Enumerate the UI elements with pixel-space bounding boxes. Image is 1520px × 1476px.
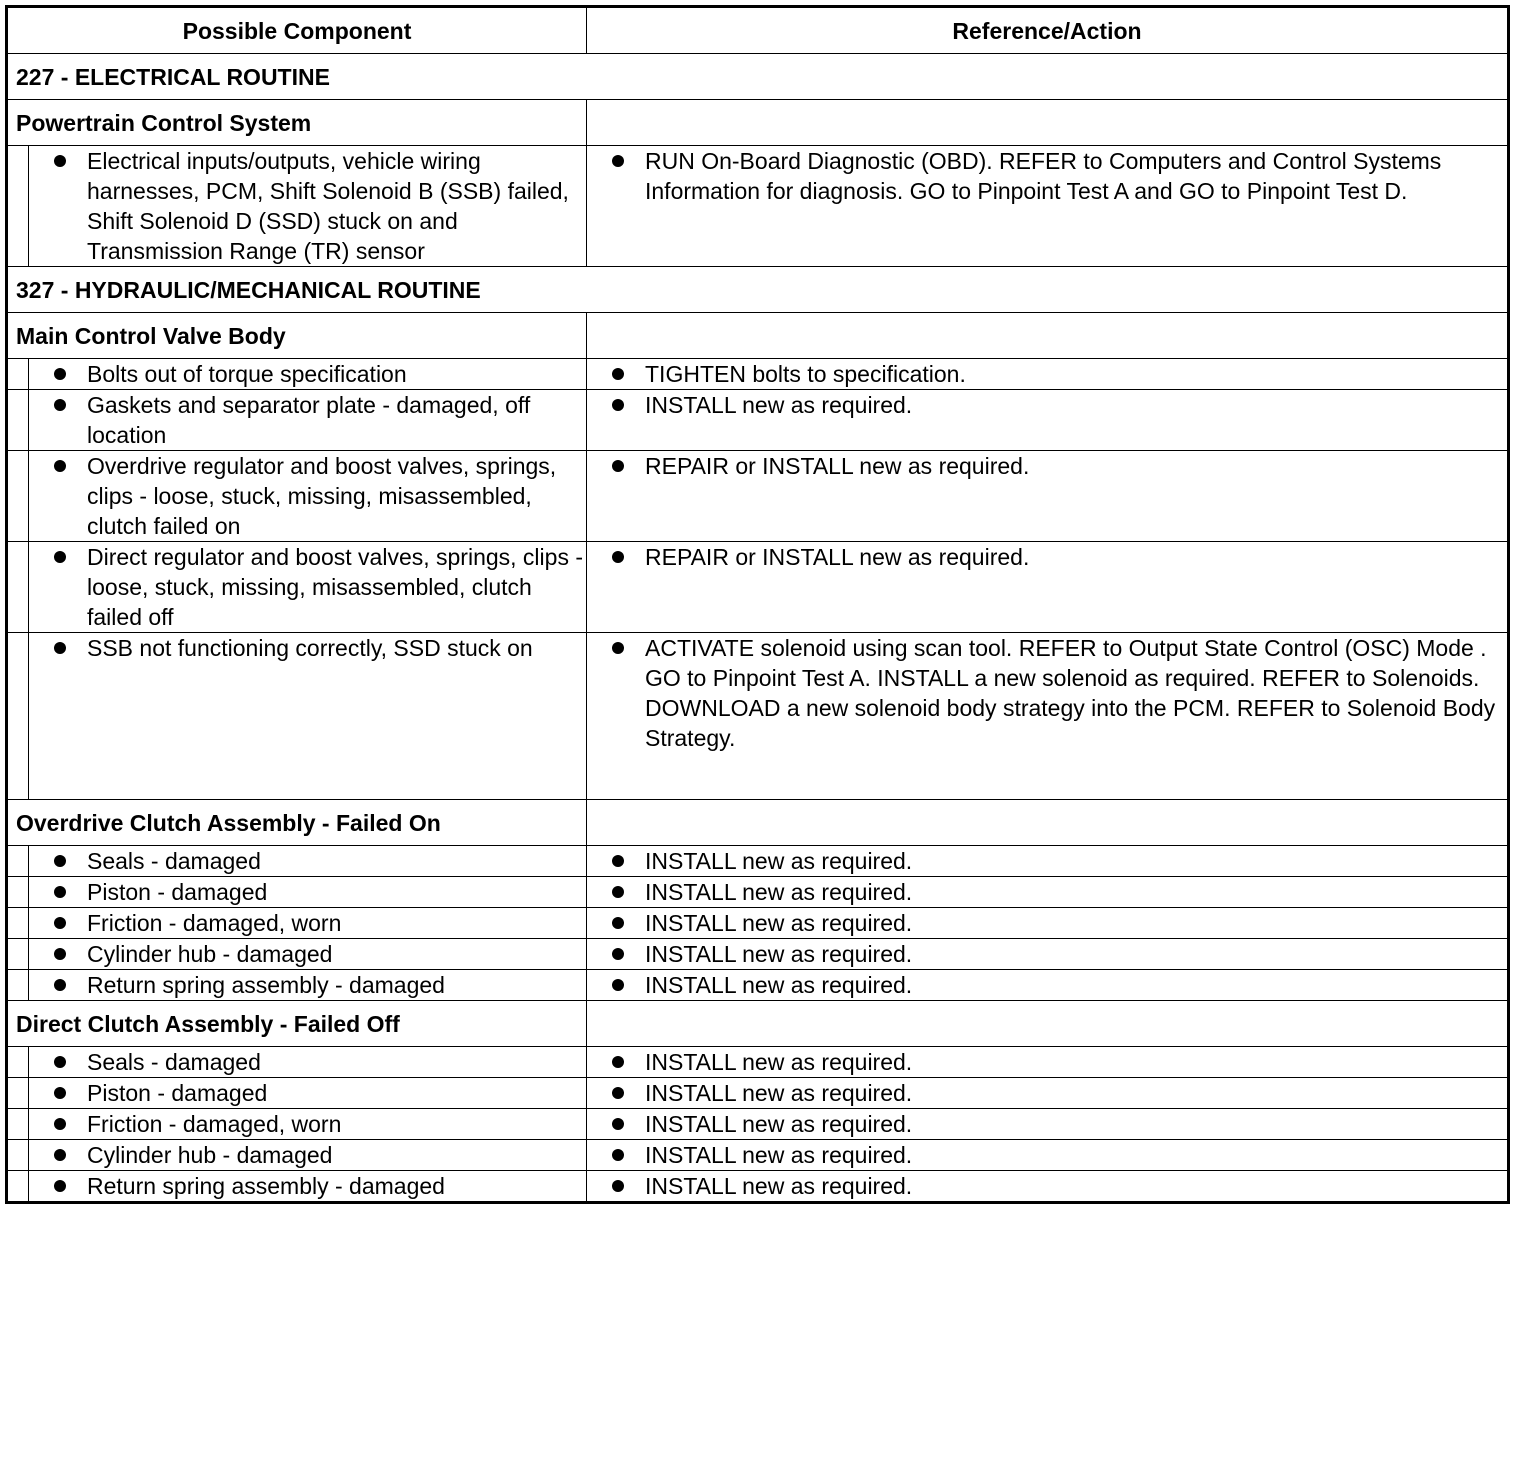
section-row — [7, 267, 1509, 313]
bullet-icon — [47, 146, 87, 266]
component-cell — [29, 633, 587, 800]
table-row — [7, 1140, 1509, 1171]
group-title: Powertrain Control System — [7, 100, 587, 146]
section-row — [7, 54, 1509, 100]
bullet-icon — [47, 1047, 87, 1077]
component-cell — [29, 1078, 587, 1109]
indent-cell — [7, 390, 29, 451]
component-text: Direct regulator and boost valves, springs, clips - loose, stuck, missing, misassembled, clutch failed off — [87, 544, 583, 630]
bullet-icon — [47, 1171, 87, 1201]
group-row — [7, 800, 1509, 846]
component-cell — [29, 908, 587, 939]
table-row — [7, 542, 1509, 633]
indent-cell — [7, 1078, 29, 1109]
bullet-icon — [605, 451, 645, 481]
action-text: RUN On-Board Diagnostic (OBD). REFER to Computers and Control Systems Information for diagnosis. GO to Pinpoint Test A and GO to Pinpoint Test D. — [645, 148, 1442, 204]
indent-cell — [7, 939, 29, 970]
bullet-icon — [47, 877, 87, 907]
component-cell — [29, 451, 587, 542]
indent-cell — [7, 846, 29, 877]
group-row — [7, 100, 1509, 146]
group-title: Overdrive Clutch Assembly - Failed On — [7, 800, 587, 846]
group-title: Direct Clutch Assembly - Failed Off — [7, 1001, 587, 1047]
bullet-icon — [47, 939, 87, 969]
component-cell — [29, 390, 587, 451]
action-cell — [587, 390, 1509, 451]
component-text: Cylinder hub - damaged — [87, 941, 333, 967]
group-action-empty — [587, 100, 1509, 146]
bullet-icon — [47, 633, 87, 663]
column-header-component: Possible Component — [7, 7, 587, 54]
component-text: Bolts out of torque specification — [87, 361, 407, 387]
bullet-icon — [605, 359, 645, 389]
bullet-icon — [605, 908, 645, 938]
action-text: INSTALL new as required. — [645, 1142, 913, 1168]
table-row — [7, 1171, 1509, 1203]
section-title: 227 - ELECTRICAL ROUTINE — [7, 54, 1509, 100]
action-cell — [587, 1047, 1509, 1078]
table-row — [7, 1078, 1509, 1109]
group-title: Main Control Valve Body — [7, 313, 587, 359]
action-cell — [587, 877, 1509, 908]
bullet-icon — [47, 451, 87, 541]
header-row — [7, 7, 1509, 54]
table-row — [7, 846, 1509, 877]
action-text: INSTALL new as required. — [645, 1173, 913, 1199]
bullet-icon — [605, 1109, 645, 1139]
indent-cell — [7, 1109, 29, 1140]
component-text: Return spring assembly - damaged — [87, 972, 445, 998]
table-row — [7, 1109, 1509, 1140]
table-row — [7, 939, 1509, 970]
component-text: Friction - damaged, worn — [87, 910, 342, 936]
component-text: Overdrive regulator and boost valves, springs, clips - loose, stuck, missing, misassembled, clutch failed on — [87, 453, 557, 539]
column-header-action: Reference/Action — [587, 7, 1509, 54]
bullet-icon — [47, 1109, 87, 1139]
group-action-empty — [587, 313, 1509, 359]
bullet-icon — [605, 970, 645, 1000]
bullet-icon — [605, 146, 645, 206]
component-cell — [29, 939, 587, 970]
table-row — [7, 359, 1509, 390]
bullet-icon — [605, 390, 645, 420]
component-text: SSB not functioning correctly, SSD stuck on — [87, 635, 533, 661]
action-cell — [587, 146, 1509, 267]
bullet-icon — [47, 908, 87, 938]
indent-cell — [7, 451, 29, 542]
table-row — [7, 908, 1509, 939]
component-cell — [29, 846, 587, 877]
table-row — [7, 146, 1509, 267]
indent-cell — [7, 542, 29, 633]
action-cell — [587, 542, 1509, 633]
bullet-icon — [605, 877, 645, 907]
group-action-empty — [587, 1001, 1509, 1047]
action-text: TIGHTEN bolts to specification. — [645, 361, 966, 387]
action-cell — [587, 359, 1509, 390]
component-cell — [29, 1140, 587, 1171]
component-cell — [29, 359, 587, 390]
action-cell — [587, 1078, 1509, 1109]
component-cell — [29, 542, 587, 633]
action-text: INSTALL new as required. — [645, 848, 913, 874]
action-cell — [587, 908, 1509, 939]
component-cell — [29, 970, 587, 1001]
action-cell — [587, 939, 1509, 970]
bullet-icon — [47, 359, 87, 389]
bullet-icon — [47, 390, 87, 450]
action-text: INSTALL new as required. — [645, 972, 913, 998]
indent-cell — [7, 970, 29, 1001]
component-text: Friction - damaged, worn — [87, 1111, 342, 1137]
action-text: ACTIVATE solenoid using scan tool. REFER to Output State Control (OSC) Mode . GO to Pinpoint Test A. INSTALL a new solenoid as required. REFER to Solenoids. DOWNLOAD a new solenoid body strategy into the PCM. REFER to Solenoid Body Strategy. — [645, 635, 1496, 751]
component-text: Return spring assembly - damaged — [87, 1173, 445, 1199]
bullet-icon — [605, 633, 645, 753]
action-cell — [587, 846, 1509, 877]
diagnostic-table — [5, 5, 1510, 1204]
action-cell — [587, 1140, 1509, 1171]
table-row — [7, 633, 1509, 800]
action-cell — [587, 970, 1509, 1001]
action-text: REPAIR or INSTALL new as required. — [645, 453, 1030, 479]
action-text: INSTALL new as required. — [645, 392, 913, 418]
action-text: INSTALL new as required. — [645, 941, 913, 967]
bullet-icon — [605, 939, 645, 969]
bullet-icon — [605, 1047, 645, 1077]
component-cell — [29, 146, 587, 267]
action-text: INSTALL new as required. — [645, 1080, 913, 1106]
indent-cell — [7, 146, 29, 267]
action-text: INSTALL new as required. — [645, 1049, 913, 1075]
indent-cell — [7, 359, 29, 390]
indent-cell — [7, 633, 29, 800]
group-row — [7, 313, 1509, 359]
indent-cell — [7, 1047, 29, 1078]
table-row — [7, 390, 1509, 451]
action-text: INSTALL new as required. — [645, 879, 913, 905]
component-cell — [29, 1171, 587, 1203]
indent-cell — [7, 1171, 29, 1203]
table-row — [7, 970, 1509, 1001]
bullet-icon — [47, 846, 87, 876]
indent-cell — [7, 1140, 29, 1171]
component-text: Electrical inputs/outputs, vehicle wiring harnesses, PCM, Shift Solenoid B (SSB) failed, Shift Solenoid D (SSD) stuck on and Transmission Range (TR) sensor — [87, 148, 569, 264]
bullet-icon — [605, 1140, 645, 1170]
group-row — [7, 1001, 1509, 1047]
action-cell — [587, 1109, 1509, 1140]
bullet-icon — [47, 542, 87, 632]
table-body — [7, 54, 1509, 1203]
bullet-icon — [605, 1171, 645, 1201]
component-cell — [29, 1109, 587, 1140]
indent-cell — [7, 908, 29, 939]
component-text: Cylinder hub - damaged — [87, 1142, 333, 1168]
action-text: REPAIR or INSTALL new as required. — [645, 544, 1030, 570]
table-row — [7, 451, 1509, 542]
action-cell — [587, 1171, 1509, 1203]
table-row — [7, 1047, 1509, 1078]
table-row — [7, 877, 1509, 908]
bullet-icon — [605, 1078, 645, 1108]
component-text: Seals - damaged — [87, 1049, 261, 1075]
action-cell — [587, 633, 1509, 800]
section-title: 327 - HYDRAULIC/MECHANICAL ROUTINE — [7, 267, 1509, 313]
action-cell — [587, 451, 1509, 542]
component-text: Piston - damaged — [87, 1080, 268, 1106]
group-action-empty — [587, 800, 1509, 846]
component-text: Piston - damaged — [87, 879, 268, 905]
component-cell — [29, 1047, 587, 1078]
component-text: Gaskets and separator plate - damaged, off location — [87, 392, 531, 448]
bullet-icon — [47, 1078, 87, 1108]
component-cell — [29, 877, 587, 908]
bullet-icon — [605, 846, 645, 876]
bullet-icon — [47, 970, 87, 1000]
action-text: INSTALL new as required. — [645, 910, 913, 936]
component-text: Seals - damaged — [87, 848, 261, 874]
bullet-icon — [47, 1140, 87, 1170]
bullet-icon — [605, 542, 645, 572]
action-text: INSTALL new as required. — [645, 1111, 913, 1137]
indent-cell — [7, 877, 29, 908]
